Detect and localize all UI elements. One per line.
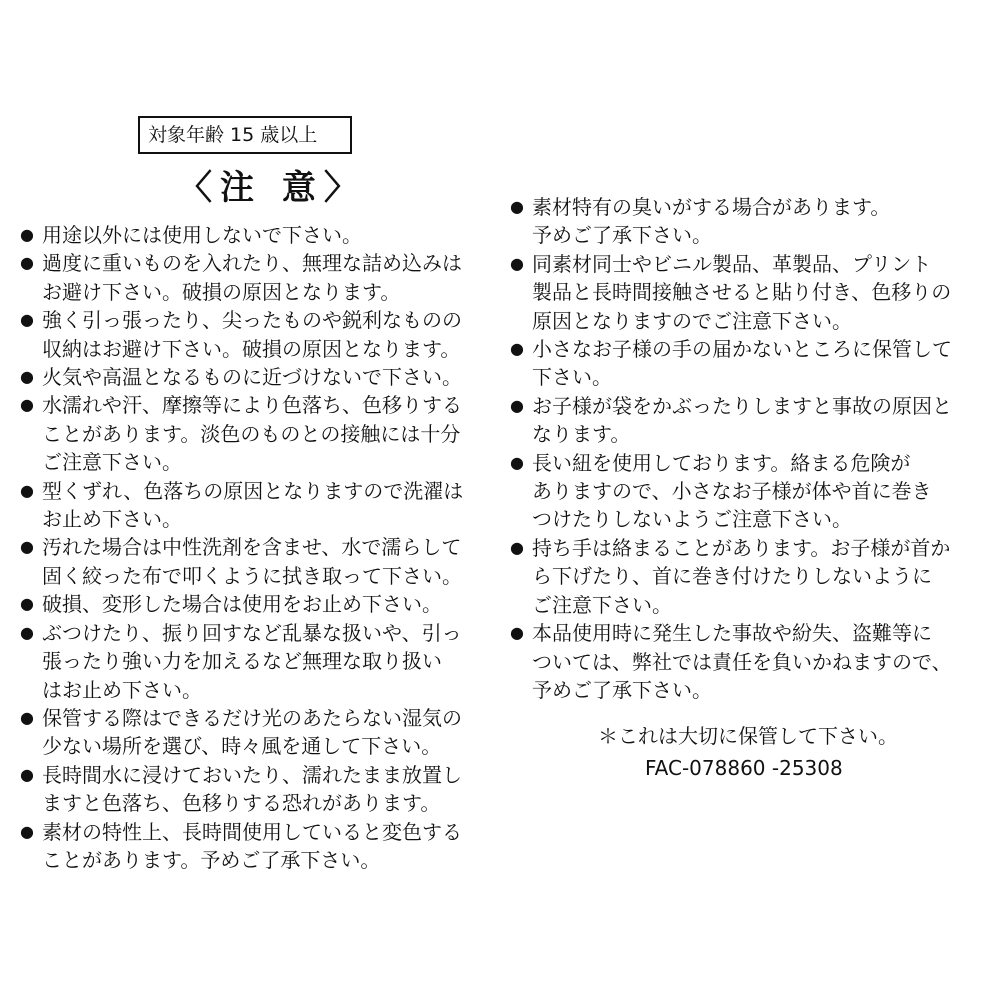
caution-item (20, 704, 500, 761)
bullet-icon: ● (510, 623, 524, 643)
caution-item (20, 761, 500, 818)
bullet-icon: ● (20, 225, 34, 244)
caution-item-line: 製品と長時間接触させると貼り付き、色移りの (532, 280, 952, 305)
caution-item (510, 250, 985, 335)
caution-item-line: 小さなお子様の手の届かないところに保管して (532, 337, 952, 362)
caution-item-line: ご注意下さい。 (42, 450, 182, 475)
caution-item-line: 過度に重いものを入れたり、無理な詰め込みは (42, 251, 462, 276)
caution-item-line: お子様が袋をかぶったりしますと事故の原因と (532, 393, 952, 418)
caution-item-text (532, 449, 985, 534)
caution-item-line: ぶつけたり、振り回すなど乱暴な扱いや、引っ (42, 620, 462, 645)
caution-item-line: 予めご了承下さい。 (532, 677, 712, 702)
caution-item-line: 水濡れや汗、摩擦等により色落ち、色移りする (42, 393, 462, 418)
caution-item-line: お避け下さい。破損の原因となります。 (42, 279, 401, 304)
caution-item-line: 型くずれ、色落ちの原因となりますので洗濯は (42, 478, 464, 503)
bullet-icon: ● (510, 197, 524, 216)
bullet-icon: ● (20, 253, 34, 273)
bullet-icon: ● (20, 764, 34, 784)
caution-item-line: ご注意下さい。 (532, 592, 672, 617)
bullet-icon: ● (20, 707, 34, 727)
caution-item-line: 保管する際はできるだけ光のあたらない湿気の (42, 705, 462, 730)
bullet-icon: ● (20, 594, 34, 614)
caution-item-text (42, 619, 500, 704)
bullet-icon: ● (510, 537, 524, 557)
bullet-icon: ● (20, 367, 34, 387)
caution-item-line: 原因となりますのでご注意下さい。 (532, 308, 852, 333)
caution-item-text (42, 704, 500, 761)
bullet-icon: ● (510, 395, 524, 415)
bullet-icon: ● (510, 253, 524, 273)
caution-item-line: 長時間水に浸けておいたり、濡れたまま放置し (42, 762, 462, 787)
caution-item-line: 少ない場所を選び、時々風を通して下さい。 (42, 734, 442, 759)
caution-item-line: 同素材同士やビニル製品、革製品、プリント (532, 251, 932, 276)
caution-item-line: なります。 (532, 422, 631, 447)
caution-item-text (42, 533, 500, 590)
caution-item-line: ついては、弊社では責任を負いかねますので、 (532, 649, 952, 674)
bullet-icon: ● (20, 821, 34, 841)
caution-item (20, 619, 500, 704)
caution-item-line: ことがあります。淡色のものとの接触には十分 (42, 421, 461, 446)
caution-item-text (532, 250, 985, 335)
caution-item-text (42, 590, 500, 618)
caution-item-line: 予めご了承下さい。 (532, 223, 712, 248)
caution-item (510, 449, 985, 534)
caution-item-line: ありますので、小さなお子様が体や首に巻き (532, 479, 932, 504)
caution-item-text (42, 306, 500, 363)
caution-item (510, 619, 985, 704)
caution-item-text (532, 193, 985, 250)
caution-item-line: 火気や高温となるものに近づけないで下さい。 (42, 365, 462, 390)
caution-item-text (42, 221, 500, 249)
product-code: FAC-078860 -25308 (645, 756, 843, 780)
caution-item (20, 818, 500, 875)
caution-item-line: ますと色落ち、色移りする恐れがあります。 (42, 791, 441, 816)
caution-item-line: 長い紐を使用しております。絡まる危険が (532, 450, 911, 475)
caution-item-line: つけたりしないようご注意下さい。 (532, 507, 852, 532)
caution-item (20, 391, 500, 476)
age-notice-text: 対象年齢 15 歳以上 (148, 124, 318, 146)
caution-item-text (42, 363, 500, 391)
caution-item-text (42, 477, 500, 534)
bullet-icon: ● (20, 480, 34, 500)
caution-item-line: 下さい。 (532, 365, 612, 390)
bullet-icon: ● (20, 622, 34, 642)
caution-item-text (532, 619, 985, 704)
caution-item-line: 収納はお避け下さい。破損の原因となります。 (42, 336, 461, 361)
caution-item-line: 用途以外には使用しないで下さい。 (42, 223, 362, 247)
caution-item-line: 汚れた場合は中性洗剤を含ませ、水で濡らして (42, 535, 462, 560)
caution-list-right (510, 193, 985, 704)
caution-item (510, 193, 985, 250)
caution-item (20, 590, 500, 618)
caution-item-line: 固く絞った布で叩くように拭き取って下さい。 (42, 563, 462, 588)
caution-item-line: 強く引っ張ったり、尖ったものや鋭利なものの (42, 308, 462, 333)
caution-item-line: 素材の特性上、長時間使用していると変色する (42, 819, 462, 844)
caution-item-line: 本品使用時に発生した事故や紛失、盗難等に (532, 621, 932, 646)
caution-item (510, 392, 985, 449)
bullet-icon: ● (510, 339, 524, 359)
caution-item-line: 張ったり強い力を加えるなど無理な取り扱い (42, 649, 442, 674)
age-notice-box (138, 116, 352, 154)
bullet-icon: ● (20, 395, 34, 415)
caution-list-left (20, 221, 500, 874)
caution-item (510, 335, 985, 392)
caution-item-text (42, 391, 500, 476)
caution-item (20, 533, 500, 590)
bullet-icon: ● (510, 452, 524, 472)
caution-item-text (42, 818, 500, 875)
bullet-icon: ● (20, 310, 34, 330)
caution-item-line: 素材特有の臭いがする場合があります。 (532, 195, 891, 219)
bullet-icon: ● (20, 537, 34, 557)
caution-item-text (42, 761, 500, 818)
caution-item-text (532, 335, 985, 392)
caution-item-text (532, 392, 985, 449)
caution-item (20, 221, 500, 249)
caution-item-text (532, 534, 985, 619)
caution-item (510, 534, 985, 619)
caution-item (20, 477, 500, 534)
caution-item-line: ことがあります。予めご了承下さい。 (42, 847, 381, 872)
caution-item-line: お止め下さい。 (42, 507, 182, 532)
caution-item-text (42, 249, 500, 306)
caution-title: 〈注 意〉 (178, 168, 366, 208)
caution-item-line: 持ち手は絡まることがあります。お子様が首か (532, 535, 951, 560)
caution-item-line: 破損、変形した場合は使用をお止め下さい。 (42, 592, 442, 617)
caution-item-line: はお止め下さい。 (42, 677, 202, 702)
caution-item (20, 306, 500, 363)
caution-item (20, 363, 500, 391)
caution-item (20, 249, 500, 306)
caution-item-line: ら下げたり、首に巻き付けたりしないように (532, 564, 932, 589)
storage-footnote: ＊これは大切に保管して下さい。 (598, 724, 898, 748)
